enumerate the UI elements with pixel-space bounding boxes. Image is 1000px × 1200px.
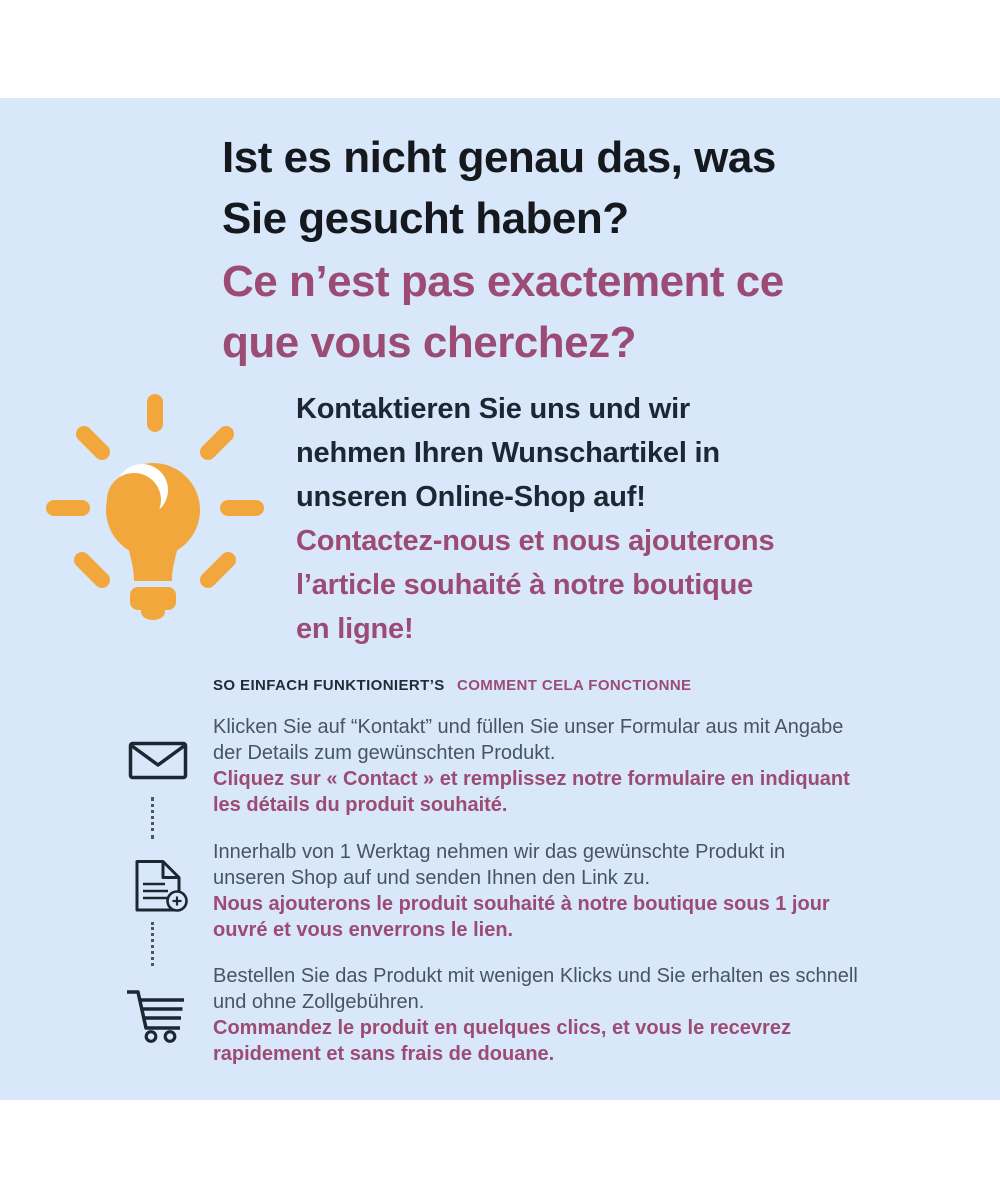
intro-german-line2: nehmen Ihren Wunschartikel in: [296, 437, 720, 469]
step-2-french-line2: ouvré et vous enverrons le lien.: [213, 919, 514, 941]
intro-french: [296, 519, 774, 651]
step-2-german-line1: Innerhalb von 1 Werktag nehmen wir das gewünschte Produkt in: [213, 841, 786, 863]
envelope-icon: [128, 741, 188, 781]
dotted-connector-2: [151, 922, 154, 966]
step-2-german-line2: unseren Shop auf und senden Ihnen den Link zu.: [213, 867, 651, 889]
step-1-french-line1: Cliquez sur « Contact » et remplissez notre formulaire en indiquant: [213, 768, 850, 790]
step-3-text: [213, 963, 858, 1067]
intro-french-line2: l’article souhaité à notre boutique: [296, 569, 754, 601]
intro-german-line1: Kontaktieren Sie uns und wir: [296, 393, 691, 425]
step-1-german-line2: der Details zum gewünschten Produkt.: [213, 742, 556, 764]
step-1-text: [213, 714, 850, 818]
step-1-german-line1: Klicken Sie auf “Kontakt” und füllen Sie unser Formular aus mit Angabe: [213, 716, 844, 738]
heading-french-line2: que vous cherchez?: [222, 318, 637, 367]
cart-icon: [123, 985, 189, 1043]
step-1-french-line2: les détails du produit souhaité.: [213, 794, 508, 816]
heading-german-line2: Sie gesucht haben?: [222, 194, 629, 243]
lightbulb-icon: [42, 390, 268, 626]
heading-german-line1: Ist es nicht genau das, was: [222, 133, 776, 182]
step-2-text: [213, 839, 830, 943]
document-add-icon: [127, 859, 191, 913]
step-3-french-line1: Commandez le produit en quelques clics, et vous le recevrez: [213, 1017, 791, 1039]
heading-french-line1: Ce n’est pas exactement ce: [222, 257, 784, 306]
step-3-french-line2: rapidement et sans frais de douane.: [213, 1043, 555, 1065]
step-3-german-line2: und ohne Zollgebühren.: [213, 991, 425, 1013]
section-title-german: SO EINFACH FUNKTIONIERT’S: [213, 677, 445, 694]
heading-german: [222, 127, 776, 249]
step-3-german-line1: Bestellen Sie das Produkt mit wenigen Klicks und Sie erhalten es schnell: [213, 965, 858, 987]
intro-german: [296, 387, 720, 519]
step-2-french-line1: Nous ajouterons le produit souhaité à notre boutique sous 1 jour: [213, 893, 830, 915]
intro-german-line3: unseren Online-Shop auf!: [296, 481, 646, 513]
intro-french-line3: en ligne!: [296, 613, 414, 645]
heading-french: [222, 251, 784, 373]
section-title-french: COMMENT CELA FONCTIONNE: [457, 677, 692, 694]
dotted-connector-1: [151, 797, 154, 839]
intro-french-line1: Contactez-nous et nous ajouterons: [296, 525, 775, 557]
